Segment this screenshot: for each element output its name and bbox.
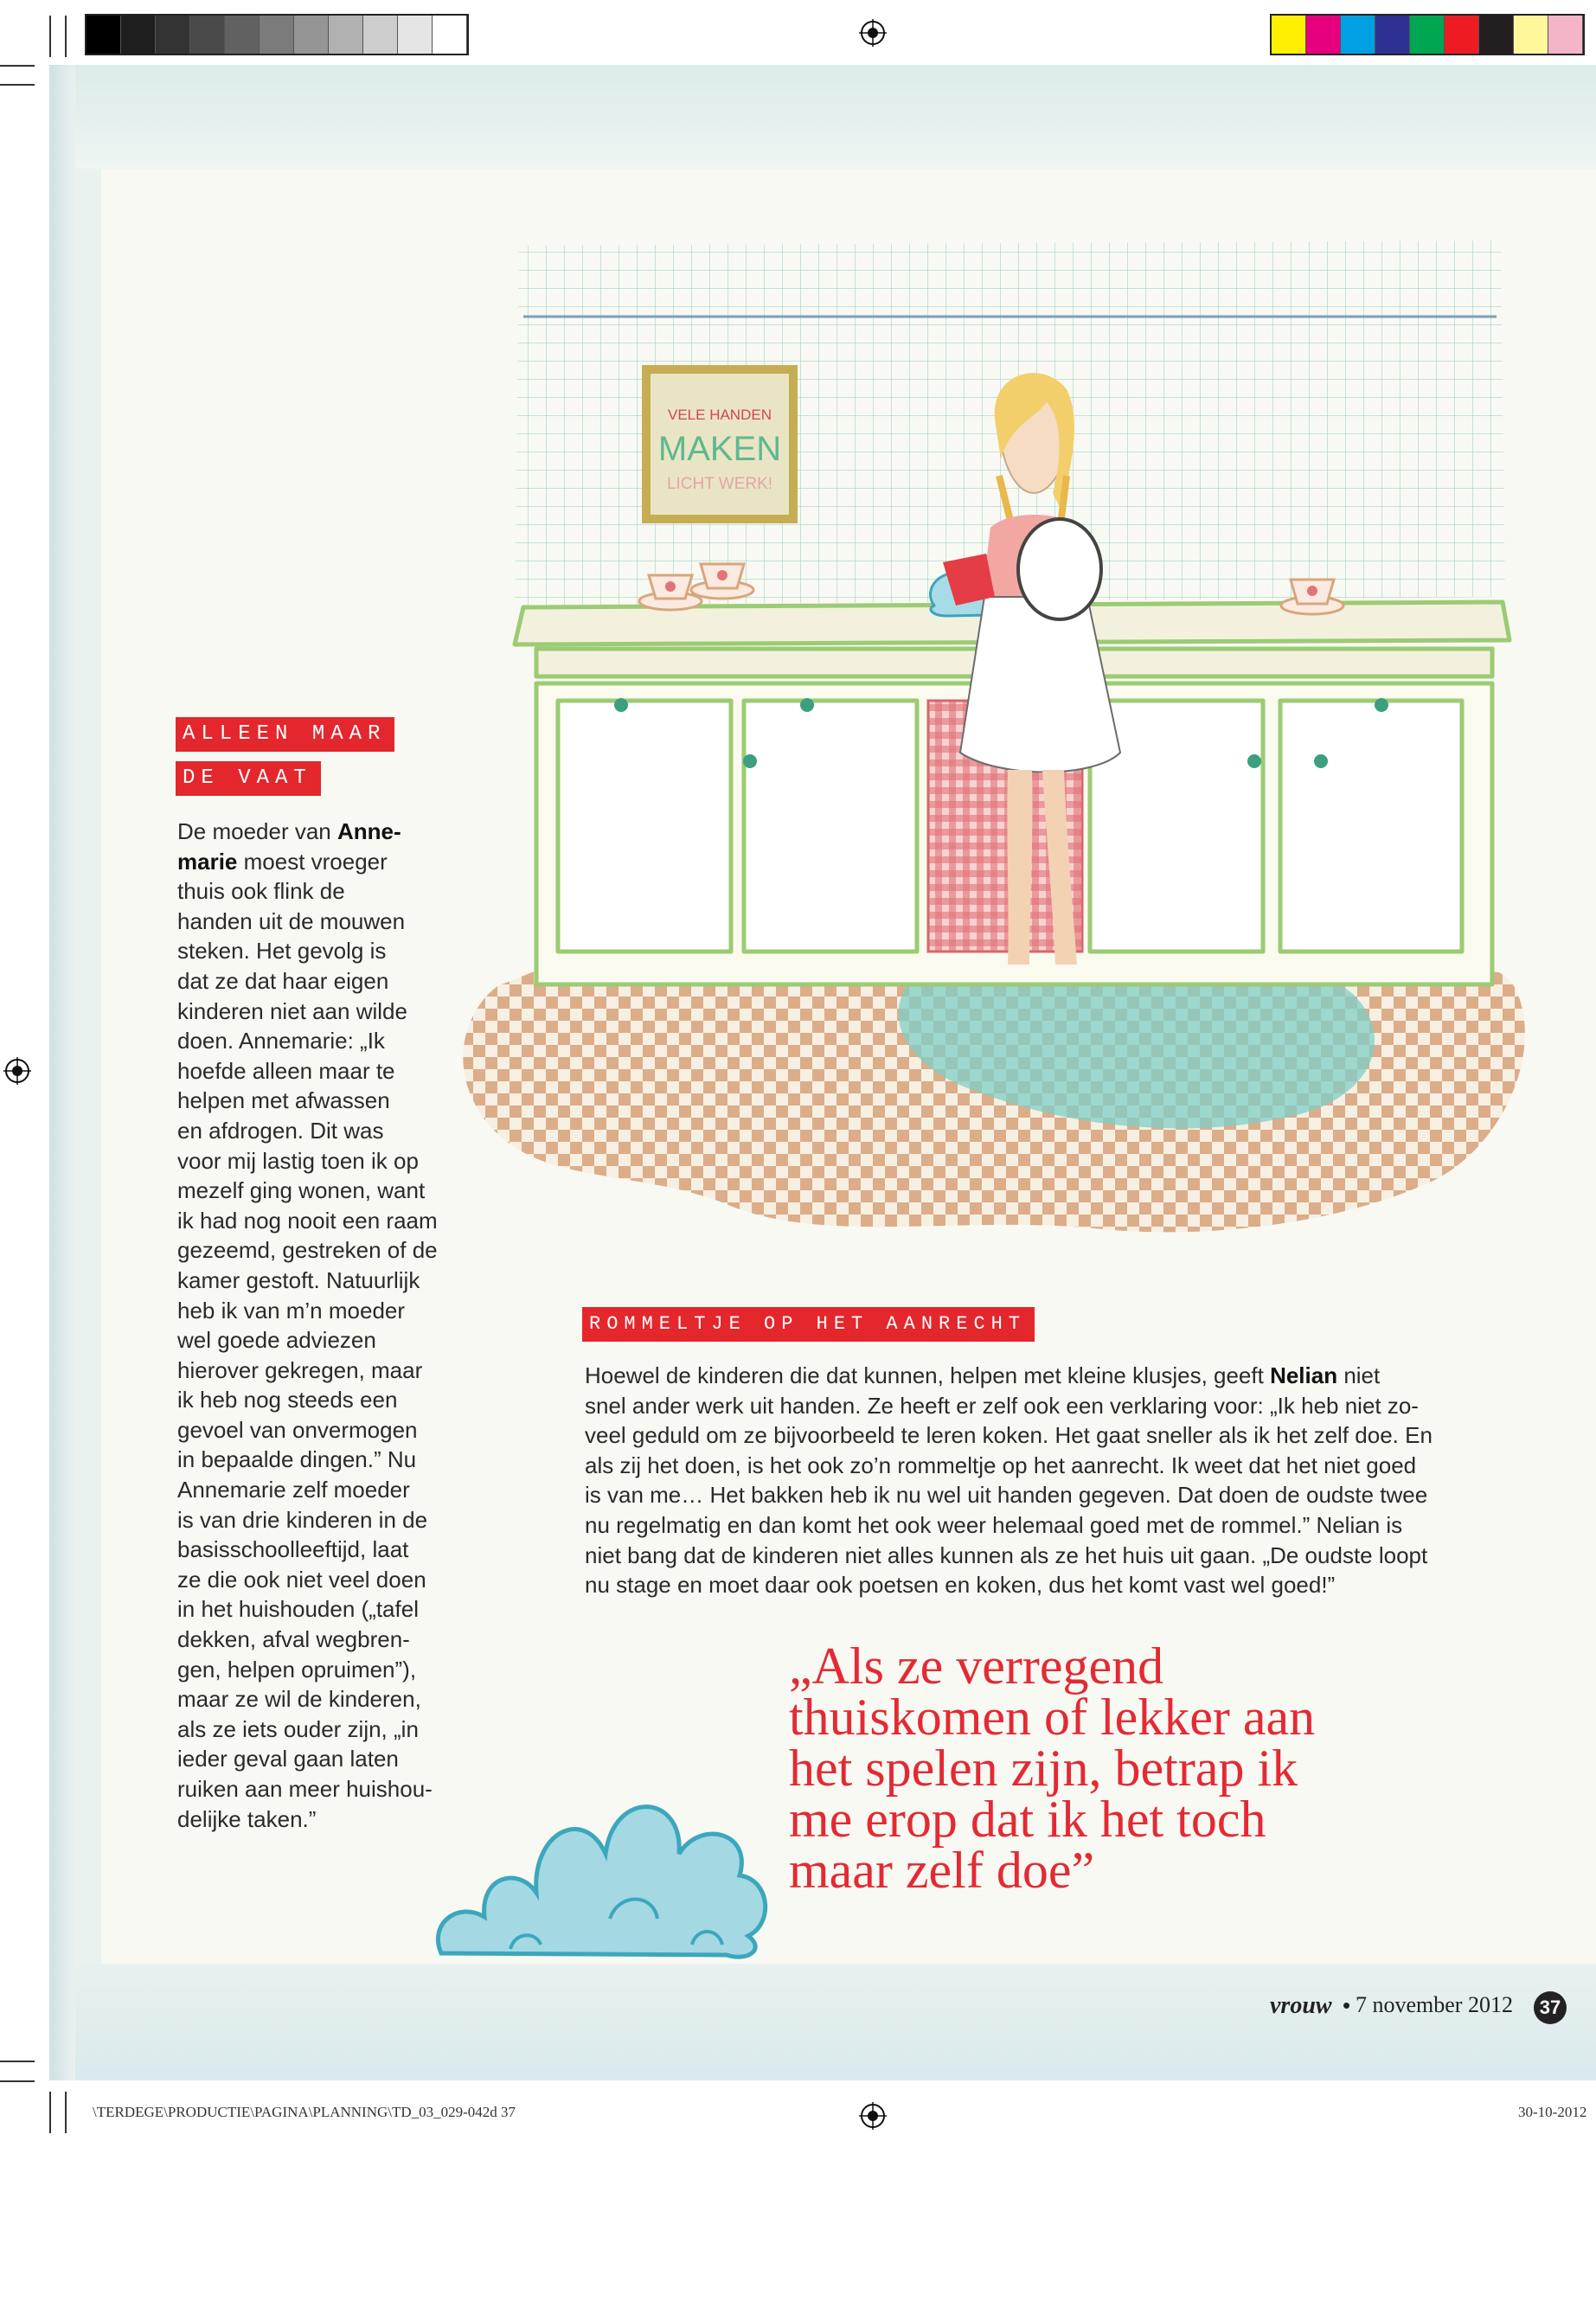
crop-mark bbox=[0, 65, 35, 67]
text-line bbox=[177, 847, 463, 877]
text-line bbox=[177, 966, 463, 997]
color-swatch bbox=[156, 16, 190, 54]
text-run: dat ze dat haar eigen bbox=[177, 967, 389, 994]
color-swatch bbox=[1514, 16, 1548, 54]
text-line bbox=[177, 1206, 463, 1236]
text-run: maar ze wil de kinderen, bbox=[177, 1686, 421, 1713]
knob bbox=[1375, 698, 1388, 712]
text-line bbox=[177, 1535, 463, 1565]
text-run: in bepaalde dingen.” Nu bbox=[177, 1446, 417, 1473]
sidebar-heading-line2: DE VAAT bbox=[176, 761, 321, 796]
bold-name: marie bbox=[177, 848, 238, 875]
text-run: niet bang dat de kinderen niet alles kunnen als ze het huis uit gaan. „De oudste loopt bbox=[585, 1541, 1428, 1568]
slug-path: \TERDEGE\PRODUCTIE\PAGINA\PLANNING\TD_03_029-042d 37 bbox=[93, 2104, 516, 2120]
knob bbox=[1247, 754, 1261, 768]
text-run: is van drie kinderen in de bbox=[177, 1506, 428, 1533]
text-run: Hoewel de kinderen die dat kunnen, helpen met kleine klusjes, geeft bbox=[585, 1362, 1271, 1388]
text-run: niet bbox=[1337, 1362, 1381, 1388]
crop-mark bbox=[49, 2092, 51, 2133]
cloud-decoration bbox=[433, 1772, 774, 1964]
text-run: wel goede adviezen bbox=[177, 1327, 376, 1354]
sign-text-line1: VELE HANDEN bbox=[668, 407, 772, 423]
text-line bbox=[177, 1565, 463, 1595]
text-line bbox=[177, 1116, 463, 1146]
color-swatch bbox=[433, 16, 467, 54]
text-line bbox=[177, 876, 463, 907]
text-run: hoefde alleen maar te bbox=[177, 1057, 395, 1084]
text-line bbox=[177, 1475, 463, 1505]
text-run: De moeder van bbox=[177, 818, 337, 844]
text-line bbox=[177, 1655, 463, 1685]
text-line bbox=[177, 907, 463, 937]
registration-mark-icon bbox=[859, 2102, 887, 2130]
text-run: helpen met afwassen bbox=[177, 1087, 390, 1114]
text-line bbox=[177, 1086, 463, 1116]
page-bottom-band bbox=[49, 1964, 1596, 2080]
text-run: Annemarie zelf moeder bbox=[177, 1477, 410, 1503]
text-line bbox=[177, 1415, 463, 1445]
text-line bbox=[177, 1594, 463, 1625]
main-body-text bbox=[585, 1361, 1502, 1600]
process-color-bar bbox=[1270, 14, 1585, 55]
text-run: basisschoolleeftijd, laat bbox=[177, 1536, 409, 1563]
text-line bbox=[177, 936, 463, 966]
text-run: veel geduld om ze bijvoorbeeld te leren koken. Het gaat sneller als ik het zelf doe. En bbox=[585, 1422, 1433, 1449]
knob bbox=[614, 698, 628, 712]
color-swatch bbox=[121, 16, 156, 54]
color-swatch bbox=[294, 16, 329, 54]
text-line bbox=[177, 1744, 463, 1774]
sign-text-line2: MAKEN bbox=[657, 430, 782, 468]
knob bbox=[1314, 754, 1328, 768]
text-run: snel ander werk uit handen. Ze heeft er zelf ook een verklaring voor: „Ik heb niet zo- bbox=[585, 1392, 1419, 1419]
text-run: heb ik van m’n moeder bbox=[177, 1297, 406, 1324]
text-run: hierover gekregen, maar bbox=[177, 1356, 423, 1383]
text-line bbox=[177, 1445, 463, 1475]
text-run: als ze iets ouder zijn, „in bbox=[177, 1715, 419, 1742]
crop-mark bbox=[0, 84, 35, 86]
quote-line: thuiskomen of lekker aan bbox=[789, 1689, 1316, 1746]
magazine-brand: vrouw bbox=[1270, 1992, 1332, 2019]
crop-mark bbox=[0, 2061, 35, 2062]
text-run: ruiken aan meer huishou- bbox=[177, 1776, 433, 1802]
quote-line: het spelen zijn, betrap ik bbox=[789, 1740, 1298, 1797]
sign-text-line3: LICHT WERK! bbox=[666, 475, 773, 493]
text-line bbox=[177, 1684, 463, 1715]
quote-line: „Als ze verregend bbox=[789, 1638, 1164, 1695]
text-line bbox=[177, 1146, 463, 1176]
text-run: gen, helpen opruimen”), bbox=[177, 1656, 417, 1682]
text-line bbox=[177, 1356, 463, 1386]
text-run: delijke taken.” bbox=[177, 1805, 317, 1832]
text-line bbox=[585, 1541, 1502, 1571]
text-line bbox=[177, 1774, 463, 1804]
grayscale-color-bar bbox=[85, 14, 469, 55]
slug-date: 30-10-2012 bbox=[1518, 2104, 1587, 2120]
text-run: dekken, afval wegbren- bbox=[177, 1626, 410, 1653]
text-run: in het huishouden („tafel bbox=[177, 1596, 419, 1623]
text-run: gezeemd, gestreken of de bbox=[177, 1237, 438, 1264]
text-run: kinderen niet aan wilde bbox=[177, 997, 407, 1024]
text-run: voor mij lastig toen ik op bbox=[177, 1147, 419, 1174]
text-line bbox=[585, 1361, 1502, 1391]
color-swatch bbox=[398, 16, 433, 54]
text-run: en afdrogen. Dit was bbox=[177, 1117, 384, 1144]
color-swatch bbox=[225, 16, 260, 54]
color-swatch bbox=[1341, 16, 1375, 54]
text-line bbox=[177, 1715, 463, 1745]
crop-mark bbox=[0, 2080, 35, 2082]
text-run: mezelf ging wonen, want bbox=[177, 1177, 426, 1204]
text-run: steken. Het gevolg is bbox=[177, 938, 387, 965]
kitchen-illustration bbox=[437, 234, 1553, 1272]
sidebar-heading-line1: ALLEEN MAAR bbox=[176, 717, 394, 752]
knob bbox=[800, 698, 814, 712]
crop-mark bbox=[65, 2092, 67, 2133]
text-run: ik had nog nooit een raam bbox=[177, 1207, 438, 1234]
color-swatch bbox=[260, 16, 294, 54]
sidebar-body-text bbox=[177, 817, 463, 1834]
text-line bbox=[585, 1480, 1502, 1510]
color-swatch bbox=[1410, 16, 1445, 54]
registration-mark-icon bbox=[3, 1057, 31, 1085]
page-spine-shadow bbox=[49, 65, 75, 2080]
color-swatch bbox=[329, 16, 363, 54]
text-line bbox=[585, 1510, 1502, 1541]
registration-mark-icon bbox=[859, 19, 887, 47]
text-line bbox=[585, 1391, 1502, 1421]
text-run: thuis ook flink de bbox=[177, 878, 345, 905]
text-line bbox=[177, 1804, 463, 1835]
text-run: nu stage en moet daar ook poetsen en koken, dus het komt vast wel goed!” bbox=[585, 1572, 1336, 1599]
text-line bbox=[177, 1325, 463, 1356]
text-run: moest vroeger bbox=[237, 848, 388, 875]
issue-date: 7 november 2012 bbox=[1356, 1992, 1513, 2017]
color-swatch bbox=[1375, 16, 1410, 54]
text-run: is van me… Het bakken heb ik nu wel uit handen gegeven. Dat doen de oudste twee bbox=[585, 1482, 1428, 1509]
text-line bbox=[177, 1235, 463, 1266]
text-line bbox=[177, 1176, 463, 1206]
bold-name: Nelian bbox=[1270, 1362, 1338, 1388]
knob bbox=[743, 754, 757, 768]
page-number: 37 bbox=[1534, 1991, 1567, 2024]
text-run: ze die ook niet veel doen bbox=[177, 1566, 426, 1593]
quote-line: maar zelf doe” bbox=[789, 1842, 1095, 1899]
crop-mark bbox=[49, 16, 51, 57]
text-run: nu regelmatig en dan komt het ook weer helemaal goed met de rommel.” Nelian is bbox=[585, 1511, 1403, 1538]
text-line bbox=[177, 1385, 463, 1415]
pull-quote bbox=[789, 1638, 1498, 1899]
color-swatch bbox=[1479, 16, 1514, 54]
text-run: gevoel van onvermogen bbox=[177, 1416, 418, 1443]
text-run: doen. Annemarie: „Ik bbox=[177, 1028, 385, 1054]
text-line bbox=[177, 1056, 463, 1086]
text-line bbox=[585, 1420, 1502, 1451]
wall-sign bbox=[646, 369, 793, 519]
color-swatch bbox=[1548, 16, 1583, 54]
quote-line: me erop dat ik het toch bbox=[789, 1791, 1266, 1848]
color-swatch bbox=[190, 16, 225, 54]
text-run: kamer gestoft. Natuurlijk bbox=[177, 1266, 420, 1293]
text-line bbox=[177, 1266, 463, 1296]
color-swatch bbox=[363, 16, 398, 54]
crop-mark bbox=[65, 16, 67, 57]
section-heading: ROMMELTJE OP HET AANRECHT bbox=[582, 1307, 1035, 1342]
text-line bbox=[177, 1026, 463, 1056]
text-run: als zij het doen, is het ook zo’n rommeltje op het aanrecht. Ik weet dat het niet goed bbox=[585, 1452, 1417, 1478]
color-swatch bbox=[1445, 16, 1479, 54]
text-line bbox=[177, 1296, 463, 1326]
text-line bbox=[177, 1625, 463, 1655]
text-line bbox=[177, 817, 463, 847]
page-top-band bbox=[49, 65, 1596, 169]
color-swatch bbox=[1272, 16, 1306, 54]
text-line bbox=[585, 1451, 1502, 1481]
bold-name: Anne- bbox=[337, 818, 401, 844]
text-line bbox=[177, 1505, 463, 1535]
white-plate bbox=[1018, 519, 1101, 619]
text-line bbox=[177, 997, 463, 1027]
text-run: ik heb nog steeds een bbox=[177, 1387, 398, 1413]
text-line bbox=[585, 1570, 1502, 1600]
text-run: handen uit de mouwen bbox=[177, 907, 406, 934]
color-swatch bbox=[1306, 16, 1341, 54]
color-swatch bbox=[87, 16, 121, 54]
text-run: ieder geval gaan laten bbox=[177, 1746, 399, 1772]
footer-separator: • bbox=[1343, 1992, 1351, 2018]
